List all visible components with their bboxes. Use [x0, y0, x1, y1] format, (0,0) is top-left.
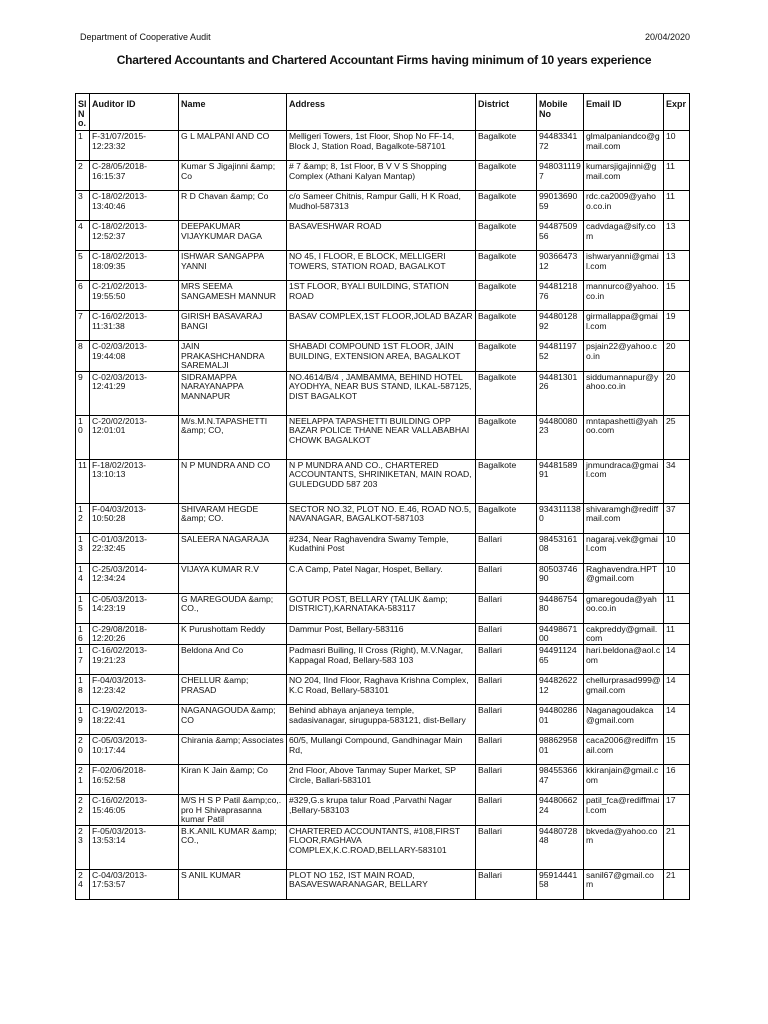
cell-mobile: 9448334172	[537, 131, 584, 161]
cell-auditor-id: C-05/03/2013-14:23:19	[90, 593, 179, 623]
cell-email: mntapashetti@yahoo.com	[584, 415, 664, 459]
cell-auditor-id: C-19/02/2013-18:22:41	[90, 704, 179, 734]
cell-email: girmallappa@gmail.com	[584, 311, 664, 341]
cell-expr: 15	[664, 281, 690, 311]
cell-name: Beldona And Co	[179, 644, 287, 674]
cell-slno: 14	[76, 563, 90, 593]
cell-mobile: 9448012892	[537, 311, 584, 341]
cell-slno: 11	[76, 459, 90, 503]
cell-slno: 19	[76, 704, 90, 734]
cell-expr: 11	[664, 191, 690, 221]
cell-expr: 10	[664, 563, 690, 593]
cell-district: Ballari	[476, 869, 537, 899]
cell-slno: 6	[76, 281, 90, 311]
cell-mobile: 9448262212	[537, 674, 584, 704]
cell-address: # 7 &amp; 8, 1st Floor, B V V S Shopping Complex (Athani Kalyan Mantap)	[287, 161, 476, 191]
cell-name: ISHWAR SANGAPPA YANNI	[179, 251, 287, 281]
cell-name: M/s.M.N.TAPASHETTI &amp; CO,	[179, 415, 287, 459]
table-row	[76, 704, 690, 734]
department-label: Department of Cooperative Audit	[80, 32, 211, 42]
cell-name: R D Chavan &amp; Co	[179, 191, 287, 221]
cell-email: caca2006@rediffmail.com	[584, 734, 664, 764]
cell-district: Bagalkote	[476, 191, 537, 221]
table-row	[76, 644, 690, 674]
cell-name: N P MUNDRA AND CO	[179, 459, 287, 503]
cell-mobile: 9343111380	[537, 503, 584, 533]
cell-mobile: 9448119752	[537, 341, 584, 372]
cell-email: bkveda@yahoo.com	[584, 825, 664, 869]
cell-district: Bagalkote	[476, 503, 537, 533]
cell-expr: 14	[664, 674, 690, 704]
table-row	[76, 161, 690, 191]
cell-mobile: 9448130126	[537, 371, 584, 415]
cell-auditor-id: F-04/03/2013-12:23:42	[90, 674, 179, 704]
cell-email: jnmundraca@gmail.com	[584, 459, 664, 503]
table-row	[76, 251, 690, 281]
cell-mobile: 8050374690	[537, 563, 584, 593]
cell-email: rdc.ca2009@yahoo.co.in	[584, 191, 664, 221]
cell-address: NO 45, I FLOOR, E BLOCK, MELLIGERI TOWERS, STATION ROAD, BAGALKOT	[287, 251, 476, 281]
cell-expr: 15	[664, 734, 690, 764]
cell-address: #329,G.s krupa talur Road ,Parvathi Nagar ,Bellary-583103	[287, 794, 476, 825]
column-header-district: District	[476, 94, 537, 131]
cell-name: NAGANAGOUDA &amp; CO	[179, 704, 287, 734]
cell-address: NO 204, IInd Floor, Raghava Krishna Complex, K.C Road, Bellary-583101	[287, 674, 476, 704]
cell-slno: 9	[76, 371, 90, 415]
cell-slno: 20	[76, 734, 90, 764]
cell-auditor-id: C-04/03/2013-17:53:57	[90, 869, 179, 899]
column-header-mobile: Mobile No	[537, 94, 584, 131]
cell-mobile: 9448072848	[537, 825, 584, 869]
table-row	[76, 533, 690, 563]
cell-auditor-id: C-18/02/2013-18:09:35	[90, 251, 179, 281]
table-row	[76, 825, 690, 869]
cell-address: Padmasri Builing, II Cross (Right), M.V.Nagar, Kappagal Road, Bellary-583 103	[287, 644, 476, 674]
cell-address: BASAV COMPLEX,1ST FLOOR,JOLAD BAZAR	[287, 311, 476, 341]
cell-expr: 16	[664, 764, 690, 794]
cell-slno: 22	[76, 794, 90, 825]
cell-expr: 13	[664, 221, 690, 251]
table-row	[76, 794, 690, 825]
cell-name: DEEPAKUMAR VIJAYKUMAR DAGA	[179, 221, 287, 251]
cell-slno: 10	[76, 415, 90, 459]
cell-district: Ballari	[476, 734, 537, 764]
column-header-email: Email ID	[584, 94, 664, 131]
cell-district: Ballari	[476, 794, 537, 825]
cell-email: chellurprasad999@gmail.com	[584, 674, 664, 704]
cell-name: K Purushottam Reddy	[179, 623, 287, 644]
cell-district: Ballari	[476, 704, 537, 734]
cell-auditor-id: F-02/06/2018-16:52:58	[90, 764, 179, 794]
cell-address: BASAVESHWAR ROAD	[287, 221, 476, 251]
cell-name: B.K.ANIL KUMAR &amp; CO.,	[179, 825, 287, 869]
cell-email: kumarsjigajinni@gmail.com	[584, 161, 664, 191]
cell-expr: 11	[664, 623, 690, 644]
cell-district: Bagalkote	[476, 311, 537, 341]
cell-name: GIRISH BASAVARAJ BANGI	[179, 311, 287, 341]
cell-address: GOTUR POST, BELLARY (TALUK &amp; DISTRICT),KARNATAKA-583117	[287, 593, 476, 623]
cell-address: Behind abhaya anjaneya temple, sadasivanagar, siruguppa-583121, dist-Bellary	[287, 704, 476, 734]
table-row	[76, 221, 690, 251]
cell-name: G L MALPANI AND CO	[179, 131, 287, 161]
cell-district: Bagalkote	[476, 371, 537, 415]
table-row	[76, 764, 690, 794]
cell-expr: 21	[664, 825, 690, 869]
cell-mobile: 9845316108	[537, 533, 584, 563]
cell-district: Ballari	[476, 623, 537, 644]
cell-email: Naganagoudakca@gmail.com	[584, 704, 664, 734]
cell-auditor-id: C-29/08/2018-12:20:26	[90, 623, 179, 644]
table-header-row	[76, 94, 690, 131]
cell-district: Bagalkote	[476, 251, 537, 281]
cell-mobile: 9448675480	[537, 593, 584, 623]
cell-mobile: 9448028601	[537, 704, 584, 734]
cell-email: siddumannapur@yahoo.co.in	[584, 371, 664, 415]
cell-email: ishwaryanni@gmail.com	[584, 251, 664, 281]
cell-email: mannurco@yahoo.co.in	[584, 281, 664, 311]
cell-auditor-id: F-18/02/2013-13:10:13	[90, 459, 179, 503]
cell-address: 1ST FLOOR, BYALI BUILDING, STATION ROAD	[287, 281, 476, 311]
cell-auditor-id: C-28/05/2018-16:15:37	[90, 161, 179, 191]
cell-email: shivaramgh@rediffmail.com	[584, 503, 664, 533]
cell-auditor-id: C-02/03/2013-19:44:08	[90, 341, 179, 372]
cell-mobile: 9448750956	[537, 221, 584, 251]
page-header	[80, 31, 690, 45]
cell-mobile: 9448121876	[537, 281, 584, 311]
cell-district: Bagalkote	[476, 221, 537, 251]
cell-slno: 5	[76, 251, 90, 281]
cell-slno: 3	[76, 191, 90, 221]
cell-email: nagaraj.vek@gmail.com	[584, 533, 664, 563]
cell-email: cakpreddy@gmail.com	[584, 623, 664, 644]
cell-address: #234, Near Raghavendra Swamy Temple, Kudathini Post	[287, 533, 476, 563]
cell-expr: 21	[664, 869, 690, 899]
cell-slno: 24	[76, 869, 90, 899]
cell-address: NO.4614/B/4 , JAMBAMMA, BEHIND HOTEL AYODHYA, NEAR BUS STAND, ILKAL-587125, DIST BAGALKOT	[287, 371, 476, 415]
cell-expr: 34	[664, 459, 690, 503]
cell-expr: 37	[664, 503, 690, 533]
cell-mobile: 9448066224	[537, 794, 584, 825]
cell-email: gmaregouda@yahoo.co.in	[584, 593, 664, 623]
cell-expr: 11	[664, 593, 690, 623]
cell-mobile: 9449867100	[537, 623, 584, 644]
column-header-expr: Expr	[664, 94, 690, 131]
cell-slno: 21	[76, 764, 90, 794]
cell-name: S ANIL KUMAR	[179, 869, 287, 899]
cell-expr: 20	[664, 341, 690, 372]
cell-auditor-id: C-20/02/2013-12:01:01	[90, 415, 179, 459]
cell-district: Bagalkote	[476, 161, 537, 191]
cell-address: PLOT NO 152, IST MAIN ROAD, BASAVESWARANAGAR, BELLARY	[287, 869, 476, 899]
cell-slno: 23	[76, 825, 90, 869]
table-row	[76, 281, 690, 311]
cell-auditor-id: C-05/03/2013-10:17:44	[90, 734, 179, 764]
cell-email: hari.beldona@aol.com	[584, 644, 664, 674]
cell-email: sanil67@gmail.com	[584, 869, 664, 899]
cell-address: 2nd Floor, Above Tanmay Super Market, SP Circle, Ballari-583101	[287, 764, 476, 794]
cell-address: C.A Camp, Patel Nagar, Hospet, Bellary.	[287, 563, 476, 593]
cell-name: CHELLUR &amp; PRASAD	[179, 674, 287, 704]
table-body	[76, 131, 690, 900]
cell-email: Raghavendra.HPT@gmail.com	[584, 563, 664, 593]
cell-address: c/o Sameer Chitnis, Rampur Galli, H K Road, Mudhol-587313	[287, 191, 476, 221]
cell-auditor-id: F-31/07/2015-12:23:32	[90, 131, 179, 161]
cell-expr: 13	[664, 251, 690, 281]
cell-expr: 19	[664, 311, 690, 341]
cell-address: NEELAPPA TAPASHETTI BUILDING OPP BAZAR POLICE THANE NEAR VALLABABHAI CHOWK BAGALKOT	[287, 415, 476, 459]
table-row	[76, 341, 690, 372]
cell-auditor-id: F-05/03/2013-13:53:14	[90, 825, 179, 869]
table-row	[76, 593, 690, 623]
cell-slno: 1	[76, 131, 90, 161]
cell-mobile: 9448158991	[537, 459, 584, 503]
cell-email: psjain22@yahoo.co.in	[584, 341, 664, 372]
cell-email: cadvdaga@sify.com	[584, 221, 664, 251]
cell-address: Dammur Post, Bellary-583116	[287, 623, 476, 644]
cell-address: SHABADI COMPOUND 1ST FLOOR, JAIN BUILDING, EXTENSION AREA, BAGALKOT	[287, 341, 476, 372]
cell-auditor-id: C-16/02/2013-19:21:23	[90, 644, 179, 674]
cell-expr: 20	[664, 371, 690, 415]
cell-name: Chirania &amp; Associates	[179, 734, 287, 764]
cell-district: Bagalkote	[476, 459, 537, 503]
cell-name: JAIN PRAKASHCHANDRA SAREMALJI	[179, 341, 287, 372]
cell-auditor-id: C-16/02/2013-11:31:38	[90, 311, 179, 341]
cell-name: M/S H S P Patil &amp;co,. pro H Shivaprasanna kumar Patil	[179, 794, 287, 825]
cell-mobile: 9591444158	[537, 869, 584, 899]
cell-address: N P MUNDRA AND CO., CHARTERED ACCOUNTANTS, SHRINIKETAN, MAIN ROAD, GULEDGUDD 587 203	[287, 459, 476, 503]
cell-mobile: 9845536647	[537, 764, 584, 794]
column-header-name: Name	[179, 94, 287, 131]
cell-expr: 25	[664, 415, 690, 459]
cell-expr: 10	[664, 131, 690, 161]
cell-district: Bagalkote	[476, 415, 537, 459]
cell-name: SALEERA NAGARAJA	[179, 533, 287, 563]
cell-auditor-id: C-18/02/2013-12:52:37	[90, 221, 179, 251]
cell-name: SIDRAMAPPA NARAYANAPPA MANNAPUR	[179, 371, 287, 415]
cell-expr: 17	[664, 794, 690, 825]
table-row	[76, 131, 690, 161]
cell-district: Bagalkote	[476, 131, 537, 161]
cell-mobile: 9901369059	[537, 191, 584, 221]
table-row	[76, 503, 690, 533]
column-header-slno: SlNo.	[76, 94, 90, 131]
column-header-auditor-id: Auditor ID	[90, 94, 179, 131]
cell-expr: 11	[664, 161, 690, 191]
cell-mobile: 9448008023	[537, 415, 584, 459]
document-title: Chartered Accountants and Chartered Accountant Firms having minimum of 10 years experience	[116, 53, 652, 67]
cell-email: kkiranjain@gmail.com	[584, 764, 664, 794]
cell-auditor-id: C-01/03/2013-22:32:45	[90, 533, 179, 563]
cell-name: MRS SEEMA SANGAMESH MANNUR	[179, 281, 287, 311]
cell-name: VIJAYA KUMAR R.V	[179, 563, 287, 593]
cell-expr: 14	[664, 704, 690, 734]
cell-address: 60/5, Mullangi Compound, Gandhinagar Main Rd,	[287, 734, 476, 764]
table-row	[76, 623, 690, 644]
cell-mobile: 9449112465	[537, 644, 584, 674]
cell-auditor-id: F-04/03/2013-10:50:28	[90, 503, 179, 533]
cell-auditor-id: C-21/02/2013-19:55:50	[90, 281, 179, 311]
table-row	[76, 869, 690, 899]
cell-slno: 13	[76, 533, 90, 563]
cell-district: Bagalkote	[476, 341, 537, 372]
cell-slno: 15	[76, 593, 90, 623]
cell-auditor-id: C-02/03/2013-12:41:29	[90, 371, 179, 415]
cell-district: Ballari	[476, 533, 537, 563]
cell-name: Kumar S Jigajinni &amp; Co	[179, 161, 287, 191]
cell-district: Ballari	[476, 674, 537, 704]
cell-district: Ballari	[476, 593, 537, 623]
cell-district: Ballari	[476, 563, 537, 593]
cell-address: CHARTERED ACCOUNTANTS, #108,FIRST FLOOR,RAGHAVA COMPLEX,K.C.ROAD,BELLARY-583101	[287, 825, 476, 869]
table-row	[76, 311, 690, 341]
cell-slno: 16	[76, 623, 90, 644]
cell-auditor-id: C-18/02/2013-13:40:46	[90, 191, 179, 221]
cell-name: SHIVARAM HEGDE &amp; CO.	[179, 503, 287, 533]
cell-name: Kiran K Jain &amp; Co	[179, 764, 287, 794]
table-row	[76, 415, 690, 459]
cell-name: G MAREGOUDA &amp; CO.,	[179, 593, 287, 623]
cell-auditor-id: C-25/03/2014-12:34:24	[90, 563, 179, 593]
table-row	[76, 459, 690, 503]
cell-district: Bagalkote	[476, 281, 537, 311]
table-row	[76, 371, 690, 415]
cell-mobile: 9036647312	[537, 251, 584, 281]
cell-district: Ballari	[476, 825, 537, 869]
cell-email: patil_fca@rediffmail.com	[584, 794, 664, 825]
cell-slno: 12	[76, 503, 90, 533]
table-row	[76, 191, 690, 221]
cell-expr: 10	[664, 533, 690, 563]
cell-mobile: 9480311197	[537, 161, 584, 191]
cell-slno: 2	[76, 161, 90, 191]
cell-slno: 4	[76, 221, 90, 251]
cell-auditor-id: C-16/02/2013-15:46:05	[90, 794, 179, 825]
cell-expr: 14	[664, 644, 690, 674]
auditor-table	[75, 93, 690, 900]
report-date: 20/04/2020	[644, 32, 690, 42]
table-row	[76, 563, 690, 593]
cell-slno: 8	[76, 341, 90, 372]
column-header-address: Address	[287, 94, 476, 131]
cell-slno: 7	[76, 311, 90, 341]
cell-district: Ballari	[476, 644, 537, 674]
table-row	[76, 734, 690, 764]
cell-address: SECTOR NO.32, PLOT NO. E.46, ROAD NO.5, NAVANAGAR, BAGALKOT-587103	[287, 503, 476, 533]
cell-slno: 17	[76, 644, 90, 674]
cell-mobile: 9886295801	[537, 734, 584, 764]
cell-slno: 18	[76, 674, 90, 704]
table-row	[76, 674, 690, 704]
cell-address: Melligeri Towers, 1st Floor, Shop No FF-14, Block J, Station Road, Bagalkote-587101	[287, 131, 476, 161]
cell-district: Ballari	[476, 764, 537, 794]
cell-email: glmalpaniandco@gmail.com	[584, 131, 664, 161]
